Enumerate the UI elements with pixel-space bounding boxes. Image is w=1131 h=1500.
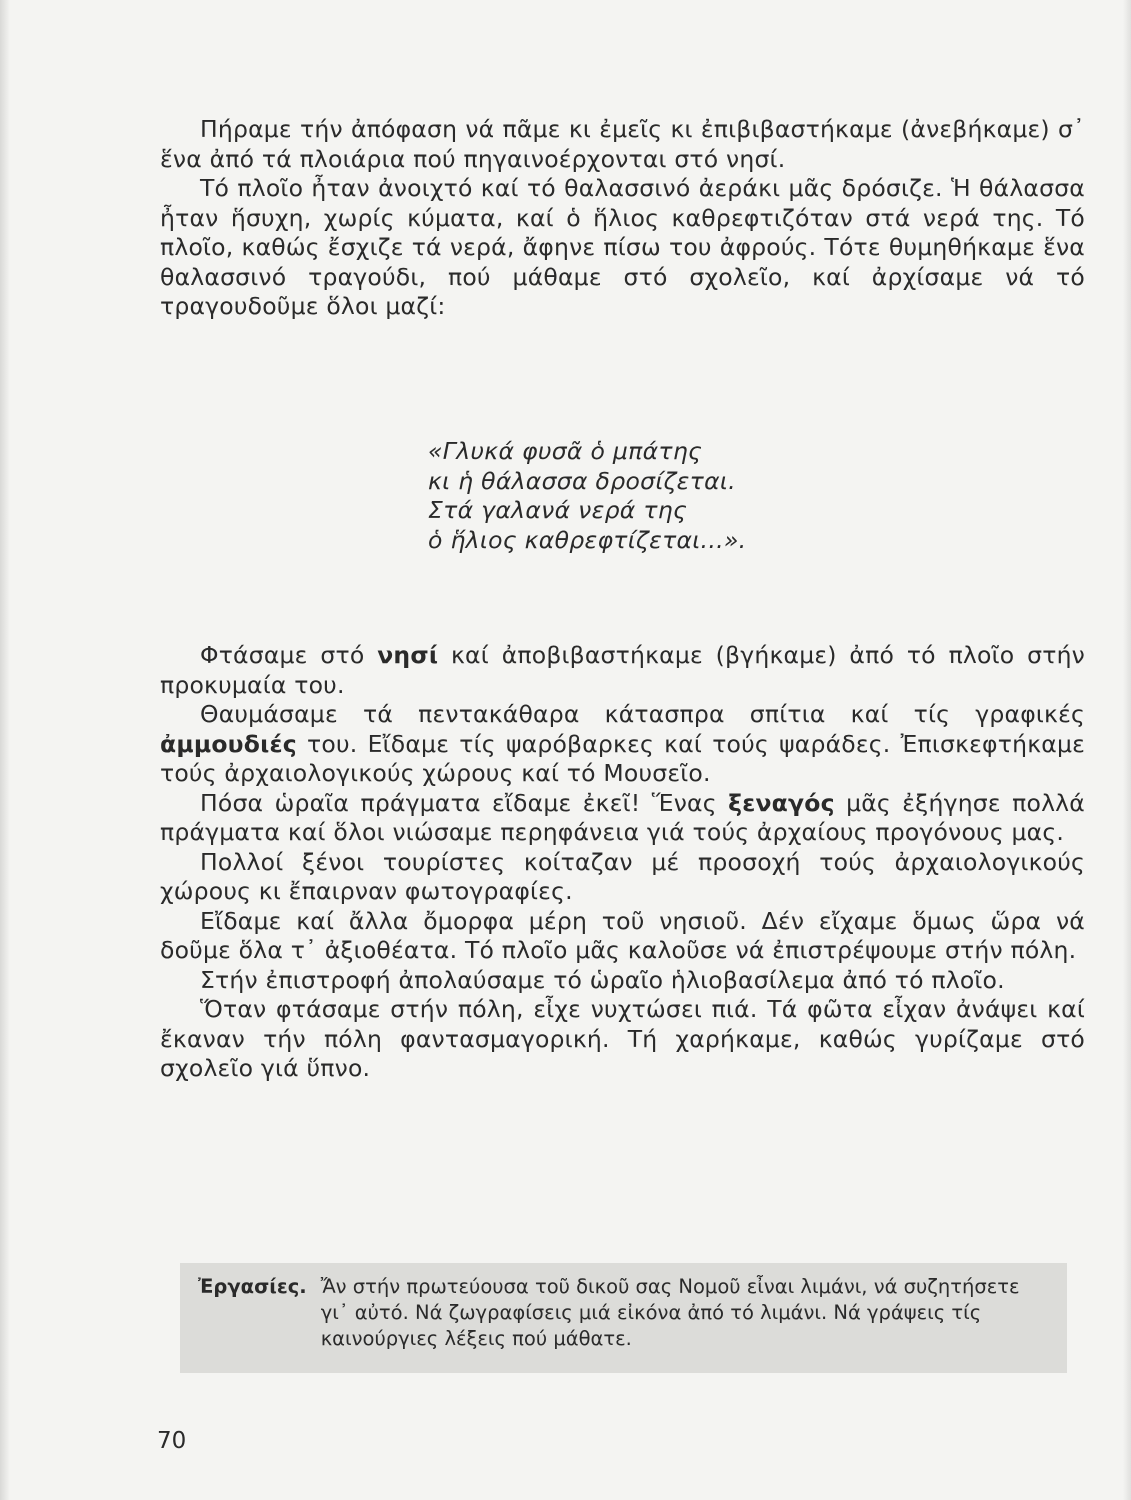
story-paragraph-1 [160, 641, 1085, 700]
story-section [160, 641, 1085, 1084]
verse-line-1: «Γλυκά φυσᾶ ὁ μπάτης [428, 437, 703, 465]
story-paragraph-6: Στήν ἐπιστροφή ἀπολαύσαμε τό ὡραῖο ἡλιοβασίλεμα ἀπό τό πλοῖο. [200, 965, 1005, 994]
page-edge-right [1123, 0, 1131, 1500]
exercises-text: Ἄν στήν πρωτεύουσα τοῦ δικοῦ σας Νομοῦ εἶναι λιμάνι, νά συζητήσετε γι᾽ αὐτό. Νά ζωγραφίσεις μιά εἰκόνα ἀπό τό λιμάνι. Νά γράψεις τίς καινούργιες λέξεις πού μάθατε. [320, 1275, 1020, 1350]
verse-line-3: Στά γαλανά νερά της [428, 496, 688, 524]
story-p2-text-b: του. Εἴδαμε τίς ψαρόβαρκες καί τούς ψαράδες. Ἐπισκεφτήκαμε τούς ἀρχαιολογικούς χώρους καί τό Μουσεῖο. [160, 729, 1085, 787]
intro-paragraph-2: Τό πλοῖο ἦταν ἀνοιχτό καί τό θαλασσινό ἀεράκι μᾶς δρόσιζε. Ἡ θάλασσα ἦταν ἥσυχη, χωρίς κύματα, καί ὁ ἥλιος καθρεφτιζόταν στά νερά της. Τό πλοῖο, καθώς ἔσχιζε τά νερά, ἄφηνε πίσω του ἀφρούς. Τότε θυμηθήκαμε ἕνα θαλασσινό τραγούδι, πού μάθαμε στό σχολεῖο, καί ἀρχίσαμε νά τό τραγουδοῦμε ὅλοι μαζί: [160, 174, 1085, 320]
exercises-box [180, 1263, 1067, 1373]
story-paragraph-5: Εἴδαμε καί ἄλλα ὄμορφα μέρη τοῦ νησιοῦ. Δέν εἴχαμε ὅμως ὥρα νά δοῦμε ὅλα τ᾽ ἀξιοθέατα. Τό πλοῖο μᾶς καλοῦσε νά ἐπιστρέψουμε στήν πόλη. [160, 906, 1085, 964]
story-p3-text-b: μᾶς ἐξήγησε πολλά πράγματα καί ὅλοι νιώσαμε περηφάνεια γιά τούς ἀρχαίους προγόνους μας. [160, 788, 1085, 846]
song-verse [428, 437, 848, 555]
story-paragraph-3 [160, 789, 1085, 848]
intro-section [160, 115, 1085, 322]
story-p3-text-a: Πόσα ὡραῖα πράγματα εἴδαμε ἐκεῖ! Ἕνας [200, 788, 729, 817]
exercises-label: Ἐργασίες. [198, 1275, 307, 1298]
page-number: 70 [157, 1428, 187, 1454]
keyword-beaches: ἀμμουδιές [160, 729, 297, 758]
story-paragraph-4: Πολλοί ξένοι τουρίστες κοίταζαν μέ προσοχή τούς ἀρχαιολογικούς χώρους κι ἔπαιρναν φωτογραφίες. [160, 847, 1085, 905]
story-p2-text-a: Θαυμάσαμε τά πεντακάθαρα κάτασπρα σπίτια καί τίς γραφικές [200, 700, 1085, 728]
keyword-guide: ξεναγός [728, 788, 835, 817]
keyword-island: νησί [377, 641, 439, 669]
story-paragraph-7: Ὅταν φτάσαμε στήν πόλη, εἶχε νυχτώσει πιά. Τά φῶτα εἶχαν ἀνάψει καί ἔκαναν τήν πόλη φαντασμαγορική. Τή χαρήκαμε, καθώς γυρίζαμε στό σχολεῖο γιά ὕπνο. [160, 995, 1085, 1082]
story-paragraph-2 [160, 700, 1085, 789]
story-p1-text-a: Φτάσαμε στό [200, 641, 378, 669]
verse-line-2: κι ἡ θάλασσα δροσίζεται. [428, 466, 736, 495]
page-edge-left [0, 0, 10, 1500]
story-p1-text-b: καί ἀποβιβαστήκαμε (βγήκαμε) ἀπό τό πλοῖο στήν προκυμαία του. [160, 641, 1085, 699]
verse-line-4: ὁ ἥλιος καθρεφτίζεται...». [428, 525, 747, 554]
intro-paragraph-1: Πήραμε τήν ἀπόφαση νά πᾶμε κι ἐμεῖς κι ἐπιβιβαστήκαμε (ἀνεβήκαμε) σ᾽ ἕνα ἀπό τά πλοιάρια πού πηγαινοέρχονται στό νησί. [160, 115, 1085, 173]
